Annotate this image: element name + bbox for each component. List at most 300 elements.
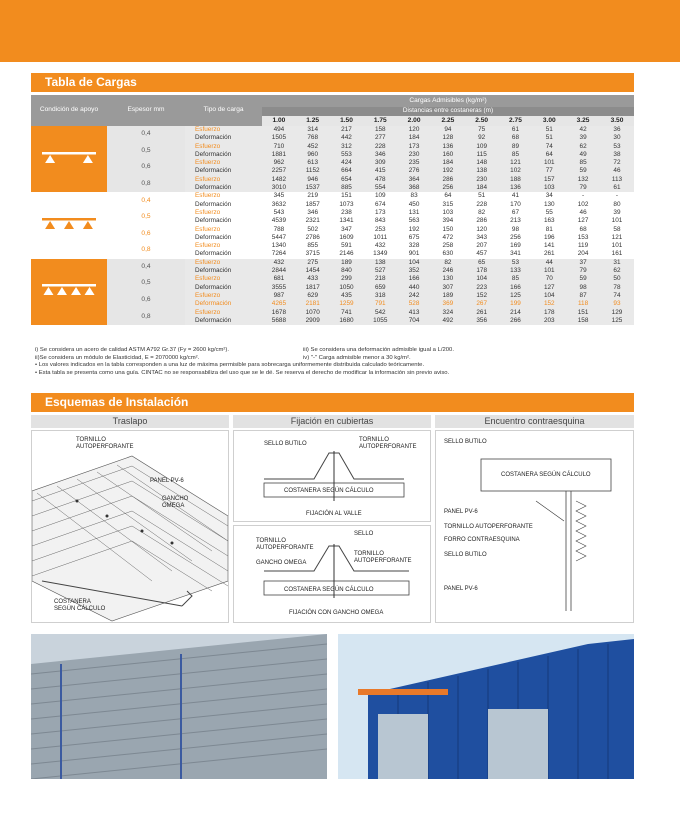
label-tornillo-enc: TORNILLO AUTOPERFORANTE (444, 524, 533, 530)
support-condition-cell (31, 259, 107, 325)
load-value-cell: 356 (465, 317, 499, 325)
load-value-cell: 3632 (262, 201, 296, 209)
load-type-cell: Deformación (185, 217, 262, 225)
load-value-cell: 424 (330, 159, 364, 167)
load-value-cell: 77 (532, 167, 566, 175)
load-type-cell: Deformación (185, 167, 262, 175)
load-value-cell: 120 (397, 126, 431, 134)
load-value-cell: 987 (262, 292, 296, 300)
label-costanera: COSTANERA SEGÚN CÁLCULO (54, 599, 106, 612)
table-row (31, 176, 634, 184)
load-value-cell: 369 (431, 300, 465, 308)
load-value-cell: 343 (465, 234, 499, 242)
top-accent-bar (0, 0, 680, 62)
load-value-cell: 166 (397, 275, 431, 283)
load-value-cell: 67 (499, 209, 533, 217)
header-span-distances: Distancias entre costaneras (m) (262, 107, 634, 116)
load-value-cell: 457 (465, 250, 499, 258)
load-value-cell: 840 (330, 267, 364, 275)
load-value-cell: 94 (431, 126, 465, 134)
load-type-cell: Esfuerzo (185, 126, 262, 134)
load-type-cell: Esfuerzo (185, 192, 262, 200)
load-value-cell: 188 (499, 176, 533, 184)
load-value-cell: 788 (262, 226, 296, 234)
load-value-cell: 199 (499, 300, 533, 308)
load-value-cell: 275 (296, 259, 330, 267)
load-value-cell: 83 (397, 192, 431, 200)
table-notes (35, 347, 635, 377)
load-value-cell: 128 (431, 134, 465, 142)
load-value-cell: 230 (397, 151, 431, 159)
load-value-cell: 681 (262, 275, 296, 283)
load-value-cell: 158 (566, 317, 600, 325)
load-value-cell: 242 (397, 292, 431, 300)
two-support-icon (39, 148, 99, 168)
thickness-cell: 0,5 (107, 209, 185, 226)
load-value-cell: 528 (397, 300, 431, 308)
note-4: iv) "-" Carga admisible menor a 30 kg/m². (303, 354, 411, 361)
label-panel: PANEL PV-6 (150, 478, 184, 484)
fijacion-omega-diagram (233, 525, 431, 623)
load-value-cell: 169 (499, 242, 533, 250)
load-value-cell: 148 (465, 159, 499, 167)
table-row (31, 242, 634, 250)
label-tornillo-omega-2: TORNILLO AUTOPERFORANTE (354, 551, 412, 564)
load-value-cell: 204 (566, 250, 600, 258)
thickness-cell: 0,4 (107, 192, 185, 209)
load-value-cell: 843 (363, 217, 397, 225)
span-header: 1.50 (330, 116, 364, 126)
note-1: i) Se considera un acero de calidad ASTM A792 Gr.37 (Fy = 2600 kg/cm²). (35, 347, 229, 353)
thickness-cell: 0,8 (107, 176, 185, 193)
load-value-cell: 80 (600, 201, 634, 209)
load-value-cell: 415 (363, 167, 397, 175)
load-value-cell: 81 (532, 226, 566, 234)
load-value-cell: 50 (600, 275, 634, 283)
load-type-cell: Deformación (185, 134, 262, 142)
load-value-cell: 85 (566, 159, 600, 167)
load-value-cell: 664 (330, 167, 364, 175)
scheme-title-fijacion: Fijación en cubiertas (233, 415, 431, 428)
load-value-cell: 170 (499, 201, 533, 209)
label-tornillo-omega: TORNILLO AUTOPERFORANTE (256, 538, 314, 551)
span-header: 1.25 (296, 116, 330, 126)
load-value-cell: 2321 (296, 217, 330, 225)
load-value-cell: 59 (566, 275, 600, 283)
span-header: 2.25 (431, 116, 465, 126)
load-value-cell: 68 (566, 226, 600, 234)
label-tornillo: TORNILLO AUTOPERFORANTE (76, 437, 134, 450)
load-value-cell: 2909 (296, 317, 330, 325)
load-value-cell: 217 (330, 126, 364, 134)
traslapo-drawing (32, 431, 228, 622)
fijacion-valle-diagram (233, 430, 431, 522)
load-value-cell: 118 (566, 300, 600, 308)
load-value-cell: 478 (363, 176, 397, 184)
load-type-cell: Esfuerzo (185, 309, 262, 317)
load-value-cell: 258 (431, 242, 465, 250)
load-value-cell: 613 (296, 159, 330, 167)
load-value-cell: 433 (296, 275, 330, 283)
load-value-cell: 2786 (296, 234, 330, 242)
load-value-cell: 189 (330, 259, 364, 267)
load-value-cell: 1482 (262, 176, 296, 184)
load-value-cell: 261 (465, 309, 499, 317)
load-value-cell: 153 (566, 234, 600, 242)
caption-fijacion-valle: FIJACIÓN AL VALLE (306, 511, 362, 517)
load-value-cell: 675 (397, 234, 431, 242)
load-value-cell: 49 (566, 151, 600, 159)
four-support-icon (39, 280, 99, 300)
load-type-cell: Deformación (185, 201, 262, 209)
photo-wall-cladding (31, 634, 327, 779)
load-value-cell: 346 (296, 209, 330, 217)
load-type-cell: Deformación (185, 151, 262, 159)
load-value-cell: 432 (363, 242, 397, 250)
load-value-cell: 173 (363, 209, 397, 217)
load-value-cell: 2181 (296, 300, 330, 308)
load-value-cell: 184 (465, 184, 499, 192)
load-value-cell: 267 (465, 300, 499, 308)
load-value-cell: 64 (532, 151, 566, 159)
load-type-cell: Esfuerzo (185, 143, 262, 151)
load-value-cell: 203 (532, 317, 566, 325)
load-value-cell: 68 (499, 134, 533, 142)
load-value-cell: 150 (431, 226, 465, 234)
load-value-cell: 36 (600, 126, 634, 134)
load-type-cell: Deformación (185, 284, 262, 292)
load-value-cell: 127 (532, 284, 566, 292)
load-value-cell: 39 (566, 134, 600, 142)
table-row (31, 292, 634, 300)
span-header: 1.75 (363, 116, 397, 126)
load-value-cell: 328 (397, 242, 431, 250)
load-value-cell: 219 (296, 192, 330, 200)
load-value-cell: 277 (363, 134, 397, 142)
load-value-cell: 630 (431, 250, 465, 258)
load-value-cell: 62 (600, 267, 634, 275)
load-value-cell: 31 (600, 259, 634, 267)
load-value-cell: 299 (330, 275, 364, 283)
load-value-cell: 4539 (262, 217, 296, 225)
load-type-cell: Deformación (185, 267, 262, 275)
three-support-icon (39, 214, 99, 234)
load-value-cell: 256 (431, 184, 465, 192)
load-value-cell: 3555 (262, 284, 296, 292)
load-value-cell: 93 (600, 300, 634, 308)
traslapo-diagram (31, 430, 229, 623)
table-row (31, 159, 634, 167)
load-value-cell: 42 (566, 126, 600, 134)
thickness-cell: 0,5 (107, 143, 185, 160)
load-value-cell: 960 (296, 151, 330, 159)
load-value-cell: 130 (431, 275, 465, 283)
load-value-cell: 129 (600, 309, 634, 317)
load-value-cell: 62 (566, 143, 600, 151)
load-value-cell: 101 (532, 159, 566, 167)
load-type-cell: Esfuerzo (185, 159, 262, 167)
load-value-cell: 885 (330, 184, 364, 192)
load-value-cell: 654 (330, 176, 364, 184)
note-5: • Los valores indicados en la tabla corresponden a una luz de máxima permisible para sobrecarga uniformemente distribuida calculado teóricamente. (35, 362, 425, 369)
load-table-container (31, 95, 634, 325)
load-value-cell: 1011 (363, 234, 397, 242)
load-value-cell: 41 (499, 192, 533, 200)
load-value-cell: 542 (363, 309, 397, 317)
load-value-cell: 196 (532, 234, 566, 242)
load-value-cell: 4265 (262, 300, 296, 308)
load-value-cell: 85 (499, 151, 533, 159)
load-type-cell: Esfuerzo (185, 226, 262, 234)
load-value-cell: 318 (363, 292, 397, 300)
span-header: 2.50 (465, 116, 499, 126)
load-value-cell: 1055 (363, 317, 397, 325)
load-value-cell: 113 (600, 176, 634, 184)
load-value-cell: 152 (465, 292, 499, 300)
load-value-cell: 1881 (262, 151, 296, 159)
table-row (31, 126, 634, 134)
load-type-cell: Esfuerzo (185, 209, 262, 217)
table-row (31, 226, 634, 234)
load-value-cell: 1817 (296, 284, 330, 292)
load-value-cell: 102 (566, 201, 600, 209)
load-value-cell: 103 (431, 209, 465, 217)
load-value-cell: 115 (465, 151, 499, 159)
load-value-cell: 158 (363, 126, 397, 134)
load-type-cell: Deformación (185, 250, 262, 258)
load-value-cell: 184 (397, 134, 431, 142)
thickness-cell: 0,6 (107, 292, 185, 309)
span-header: 3.00 (532, 116, 566, 126)
load-value-cell: 553 (330, 151, 364, 159)
load-value-cell: 472 (431, 234, 465, 242)
load-value-cell: 1349 (363, 250, 397, 258)
load-value-cell: 1259 (330, 300, 364, 308)
load-value-cell: 72 (600, 159, 634, 167)
load-value-cell: 166 (499, 284, 533, 292)
load-value-cell: 450 (397, 201, 431, 209)
load-value-cell: 74 (600, 292, 634, 300)
load-value-cell: 368 (397, 184, 431, 192)
load-value-cell: 276 (397, 167, 431, 175)
load-table (31, 95, 634, 325)
load-value-cell: 962 (262, 159, 296, 167)
load-value-cell: 309 (363, 159, 397, 167)
load-value-cell: 413 (397, 309, 431, 317)
load-value-cell: 79 (566, 267, 600, 275)
load-value-cell: 53 (600, 143, 634, 151)
load-value-cell: 53 (499, 259, 533, 267)
load-value-cell: 266 (499, 317, 533, 325)
load-value-cell: 151 (330, 192, 364, 200)
label-costanera-omega: COSTANERA SEGÚN CÁLCULO (284, 587, 374, 593)
scheme-title-traslapo: Traslapo (31, 415, 229, 428)
load-type-cell: Esfuerzo (185, 292, 262, 300)
load-value-cell: 87 (566, 292, 600, 300)
load-value-cell: 1680 (330, 317, 364, 325)
label-panel-enc-2: PANEL PV-6 (444, 586, 478, 592)
load-value-cell: 432 (262, 259, 296, 267)
load-value-cell: 89 (499, 143, 533, 151)
load-value-cell: 946 (296, 176, 330, 184)
load-value-cell: 59 (566, 167, 600, 175)
span-header: 2.00 (397, 116, 431, 126)
load-value-cell: 527 (363, 267, 397, 275)
caption-fijacion-omega: FIJACIÓN CON GANCHO OMEGA (289, 610, 384, 616)
label-gancho: GANCHO OMEGA (162, 496, 189, 509)
load-value-cell: 5688 (262, 317, 296, 325)
load-value-cell: 34 (532, 192, 566, 200)
load-value-cell: 136 (431, 143, 465, 151)
load-value-cell: 131 (397, 209, 431, 217)
note-3: iii) Se considera una deformación admisible igual a L/200. (303, 347, 454, 353)
load-value-cell: 109 (465, 143, 499, 151)
load-value-cell: 1505 (262, 134, 296, 142)
load-type-cell: Deformación (185, 184, 262, 192)
load-value-cell: 659 (363, 284, 397, 292)
load-value-cell: 543 (262, 209, 296, 217)
load-value-cell: 492 (431, 317, 465, 325)
load-value-cell: 109 (363, 192, 397, 200)
load-value-cell: 2146 (330, 250, 364, 258)
load-value-cell: 46 (566, 209, 600, 217)
load-value-cell: 218 (363, 275, 397, 283)
load-type-cell: Esfuerzo (185, 259, 262, 267)
load-value-cell: 256 (499, 234, 533, 242)
load-value-cell: 132 (566, 176, 600, 184)
load-value-cell: 1340 (262, 242, 296, 250)
load-value-cell: 79 (566, 184, 600, 192)
span-header: 1.00 (262, 116, 296, 126)
support-condition-cell (31, 192, 107, 258)
load-value-cell: 5447 (262, 234, 296, 242)
load-value-cell: 101 (600, 217, 634, 225)
load-value-cell: 178 (532, 309, 566, 317)
load-value-cell: 629 (296, 292, 330, 300)
load-value-cell: 98 (566, 284, 600, 292)
load-value-cell: 120 (465, 226, 499, 234)
load-value-cell: 315 (431, 201, 465, 209)
load-value-cell: 85 (499, 275, 533, 283)
load-value-cell: 7264 (262, 250, 296, 258)
photo-blue-building (338, 634, 634, 779)
span-header: 2.75 (499, 116, 533, 126)
label-sello-butilo-enc: SELLO BUTILO (444, 439, 487, 445)
load-value-cell: 127 (566, 217, 600, 225)
load-value-cell: 101 (600, 242, 634, 250)
load-value-cell: 65 (465, 259, 499, 267)
load-value-cell: 102 (499, 167, 533, 175)
label-costanera-valle: COSTANERA SEGÚN CÁLCULO (284, 488, 374, 494)
load-type-cell: Esfuerzo (185, 275, 262, 283)
load-value-cell: 1070 (296, 309, 330, 317)
label-forro-enc: FORRO CONTRAESQUINA (444, 537, 520, 543)
note-6: • Esta tabla se presenta como una guía. CINTAC no se responsabiliza del uso que se le dé. Se reserva el derecho de modificar la información sin previo aviso. (35, 369, 450, 376)
header-thickness: Espesor mm (107, 95, 185, 126)
load-value-cell: 286 (465, 217, 499, 225)
load-value-cell: 214 (499, 309, 533, 317)
label-gancho-omega: GANCHO OMEGA (256, 560, 307, 566)
table-row (31, 192, 634, 200)
load-value-cell: 345 (262, 192, 296, 200)
load-value-cell: 98 (499, 226, 533, 234)
thickness-cell: 0,4 (107, 259, 185, 276)
table-row (31, 209, 634, 217)
load-value-cell: 103 (532, 184, 566, 192)
load-value-cell: 1537 (296, 184, 330, 192)
load-value-cell: 138 (465, 167, 499, 175)
thickness-cell: 0,8 (107, 309, 185, 326)
load-value-cell: 341 (499, 250, 533, 258)
header-load-type: Tipo de carga (185, 95, 262, 126)
load-value-cell: 173 (397, 143, 431, 151)
load-value-cell: 591 (330, 242, 364, 250)
load-value-cell: 104 (397, 259, 431, 267)
load-type-cell: Deformación (185, 300, 262, 308)
load-value-cell: 184 (431, 159, 465, 167)
load-value-cell: 1152 (296, 167, 330, 175)
load-value-cell: 314 (296, 126, 330, 134)
span-header: 3.50 (600, 116, 634, 126)
load-value-cell: 442 (330, 134, 364, 142)
section-title-tabla-de-cargas: Tabla de Cargas (31, 73, 634, 92)
load-value-cell: 246 (431, 267, 465, 275)
load-value-cell: 163 (532, 217, 566, 225)
header-condition: Condición de apoyo (31, 95, 107, 126)
encuentro-diagram (435, 430, 634, 623)
load-value-cell: 3010 (262, 184, 296, 192)
load-value-cell: 768 (296, 134, 330, 142)
load-value-cell: 253 (363, 226, 397, 234)
load-value-cell: 855 (296, 242, 330, 250)
table-row (31, 259, 634, 267)
load-value-cell: 136 (499, 184, 533, 192)
load-value-cell: 37 (566, 259, 600, 267)
table-row (31, 309, 634, 317)
load-value-cell: 55 (532, 209, 566, 217)
load-value-cell: 347 (330, 226, 364, 234)
load-value-cell: 440 (397, 284, 431, 292)
load-value-cell: 494 (262, 126, 296, 134)
load-value-cell: 563 (397, 217, 431, 225)
load-value-cell: 82 (431, 259, 465, 267)
load-value-cell: 44 (532, 259, 566, 267)
load-type-cell: Esfuerzo (185, 242, 262, 250)
load-value-cell: 1050 (330, 284, 364, 292)
load-value-cell: 352 (397, 267, 431, 275)
load-value-cell: - (566, 192, 600, 200)
load-value-cell: 119 (566, 242, 600, 250)
support-condition-cell (31, 126, 107, 192)
thickness-cell: 0,6 (107, 226, 185, 243)
load-value-cell: 92 (465, 134, 499, 142)
load-value-cell: 710 (262, 143, 296, 151)
load-value-cell: 213 (499, 217, 533, 225)
load-value-cell: 1073 (330, 201, 364, 209)
load-value-cell: 51 (532, 134, 566, 142)
load-value-cell: 121 (600, 234, 634, 242)
load-value-cell: 435 (330, 292, 364, 300)
load-value-cell: 151 (566, 309, 600, 317)
load-value-cell: 1857 (296, 201, 330, 209)
scheme-title-encuentro: Encuentro contraesquina (435, 415, 634, 428)
load-type-cell: Deformación (185, 317, 262, 325)
label-sello-butilo-enc-2: SELLO BUTILO (444, 552, 487, 558)
load-value-cell: 161 (600, 250, 634, 258)
load-value-cell: 394 (431, 217, 465, 225)
load-value-cell: 78 (600, 284, 634, 292)
load-value-cell: 324 (431, 309, 465, 317)
